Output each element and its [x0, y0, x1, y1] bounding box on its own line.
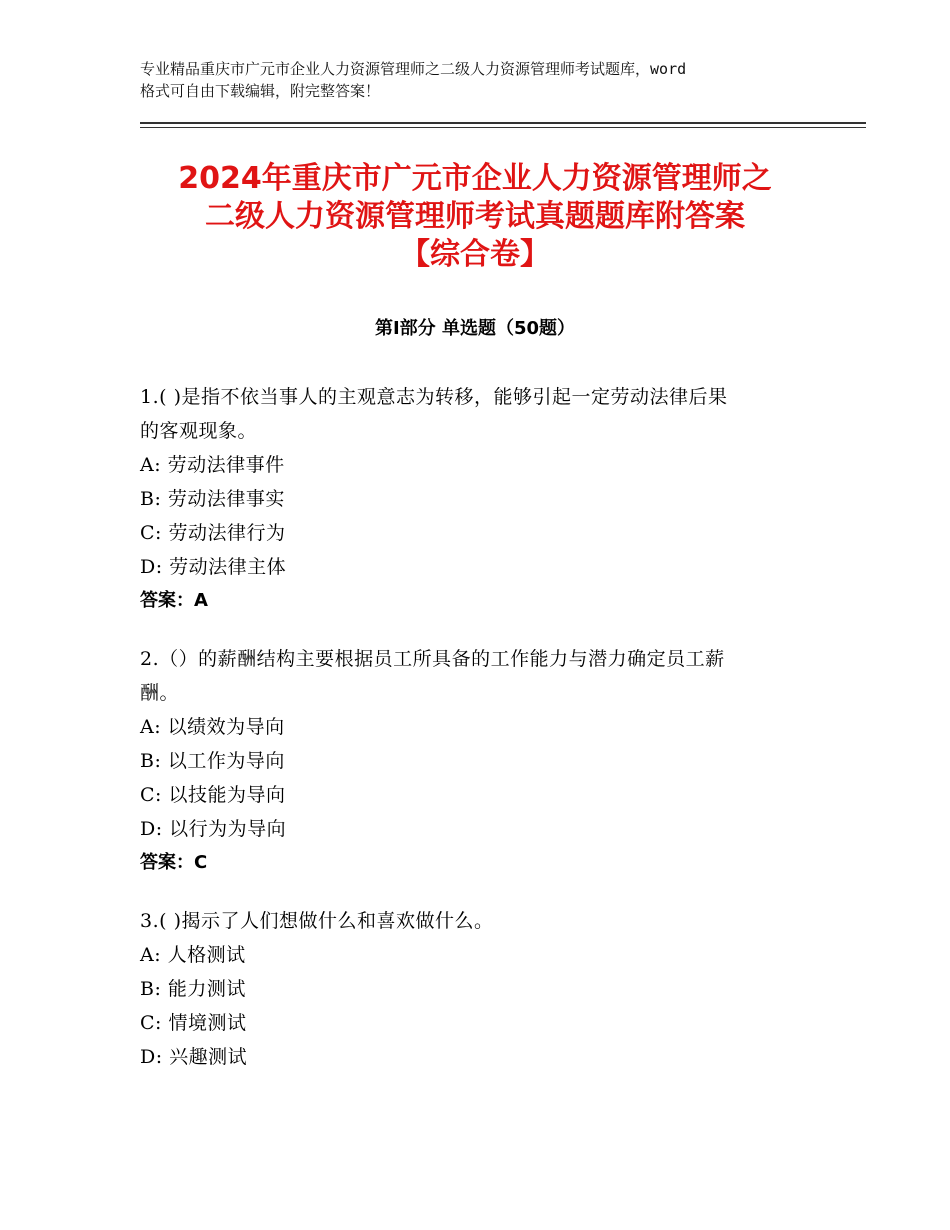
- option-a: A: 以绩效为导向: [140, 716, 285, 738]
- question-list: [140, 380, 820, 1098]
- section-heading: 第Ⅰ部分 单选题（50题）: [374, 318, 575, 339]
- title-line-3: 【综合卷】: [400, 237, 550, 272]
- header-note-line-1: 专业精品重庆市广元市企业人力资源管理师之二级人力资源管理师考试题库，word: [140, 60, 687, 78]
- title-line-1: 2024年重庆市广元市企业人力资源管理师之: [178, 161, 772, 196]
- question-1: [140, 380, 820, 618]
- question-stem-line-1: 1.( )是指不依当事人的主观意志为转移，能够引起一定劳动法律后果: [140, 386, 728, 408]
- question-stem-line-2: 的客观现象。: [140, 420, 258, 442]
- option-c: C: 情境测试: [140, 1012, 247, 1034]
- document-title: [100, 160, 850, 274]
- answer: 答案：A: [140, 590, 208, 611]
- question-stem-line-1: 3.( )揭示了人们想做什么和喜欢做什么。: [140, 910, 494, 932]
- question-2: [140, 642, 820, 880]
- option-a: A: 人格测试: [140, 944, 246, 966]
- option-a: A: 劳动法律事件: [140, 454, 285, 476]
- question-3: [140, 904, 820, 1074]
- option-d: D: 以行为为导向: [140, 818, 287, 840]
- option-d: D: 劳动法律主体: [140, 556, 287, 578]
- answer: 答案：C: [140, 852, 208, 873]
- title-line-2: 二级人力资源管理师考试真题题库附答案: [205, 199, 745, 234]
- question-stem-line-1: 2.（）的薪酬结构主要根据员工所具备的工作能力与潜力确定员工薪: [140, 648, 725, 670]
- header-note-line-2: 格式可自由下载编辑，附完整答案！: [140, 82, 381, 100]
- header-rule-thick: [140, 122, 866, 124]
- option-c: C: 以技能为导向: [140, 784, 286, 806]
- option-c: C: 劳动法律行为: [140, 522, 286, 544]
- option-d: D: 兴趣测试: [140, 1046, 248, 1068]
- option-b: B: 以工作为导向: [140, 750, 285, 772]
- header-rule-thin: [140, 127, 866, 128]
- header-note: [140, 58, 830, 102]
- question-stem-line-2: 酬。: [140, 682, 180, 704]
- option-b: B: 劳动法律事实: [140, 488, 285, 510]
- option-b: B: 能力测试: [140, 978, 246, 1000]
